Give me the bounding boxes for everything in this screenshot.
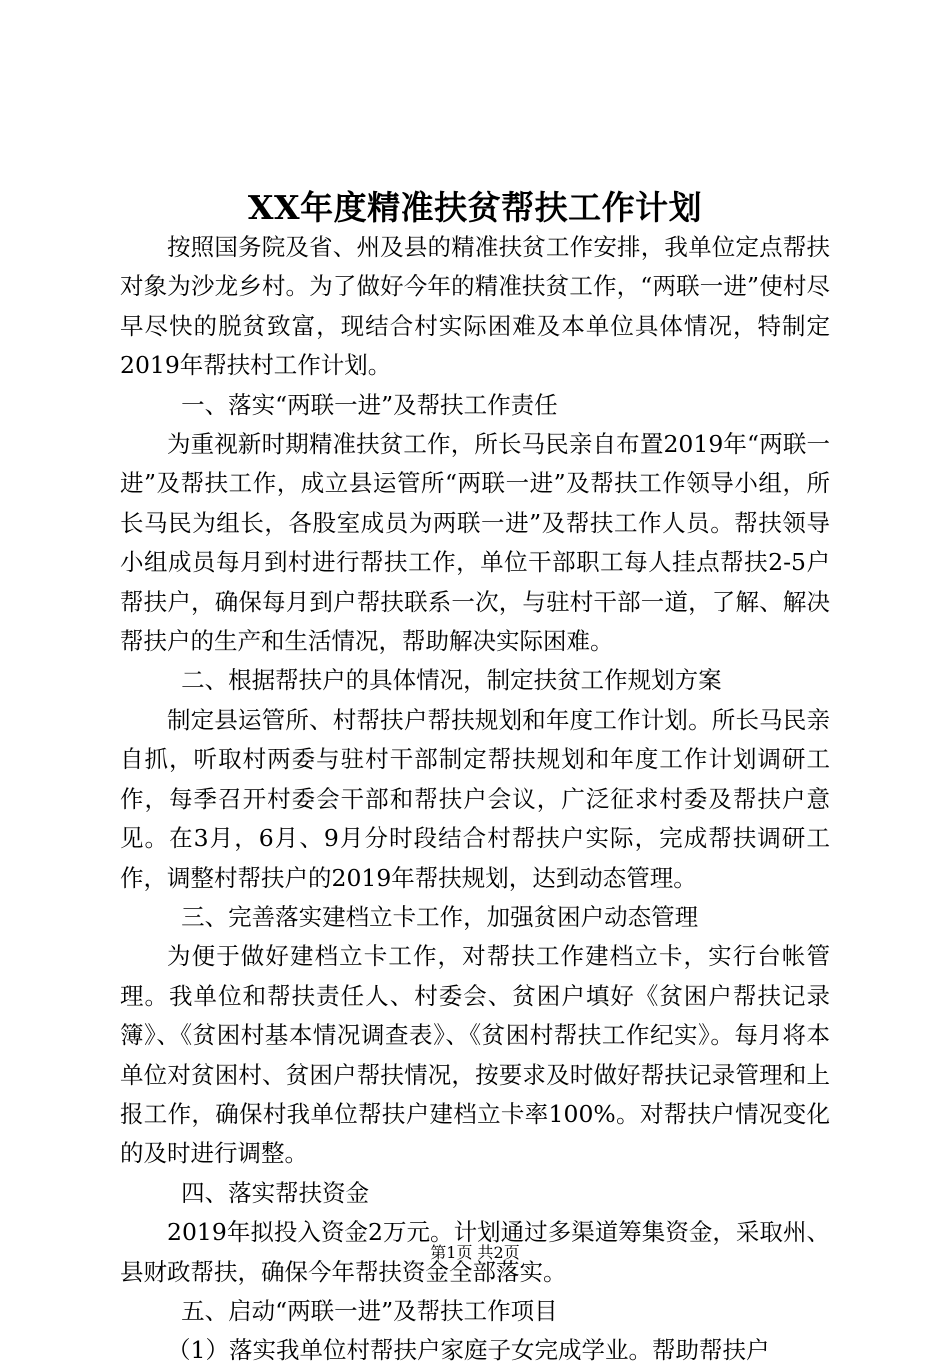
- paragraph-section-4: 2019年拟投入资金2万元。计划通过多渠道筹集资金，采取州、县财政帮扶，确保今年帮扶资金全部落实。: [120, 1218, 830, 1286]
- paragraph-section-1: 为重视新时期精准扶贫工作，所长马民亲自布置2019年“两联一进”及帮扶工作，成立县运管所“两联一进”及帮扶工作领导小组，所长马民为组长，各股室成员为两联一进”及帮扶工作人员。帮扶领导小组成员每月到村进行帮扶工作，单位干部职工每人挂点帮扶2-5户帮扶户，确保每月到户帮扶联系一次，与驻村干部一道，了解、解决帮扶户的生产和生活情况，帮助解决实际困难。: [120, 430, 830, 656]
- section-heading-2: 二、根据帮扶户的具体情况，制定扶贫工作规划方案: [181, 666, 722, 695]
- paragraph-section-2: 制定县运管所、村帮扶户帮扶规划和年度工作计划。所长马民亲自抓，听取村两委与驻村干部制定帮扶规划和年度工作计划调研工作，每季召开村委会干部和帮扶户会议，广泛征求村委及帮扶户意见。在3月，6月、9月分时段结合村帮扶户实际，完成帮扶调研工作，调整村帮扶户的2019年帮扶规划，达到动态管理。: [120, 705, 830, 892]
- section-heading-5: 五、启动“两联一进”及帮扶工作项目: [181, 1296, 558, 1325]
- document-body: [120, 228, 830, 1371]
- document-title: XX年度精准扶贫帮扶工作计划: [247, 188, 703, 227]
- page-footer: 第1页 共2页: [430, 1243, 520, 1262]
- paragraph-intro: 按照国务院及省、州及县的精准扶贫工作安排，我单位定点帮扶对象为沙龙乡村。为了做好今年的精准扶贫工作，“两联一进”使村尽早尽快的脱贫致富，现结合村实际困难及本单位具体情况，特制定2019年帮扶村工作计划。: [120, 233, 830, 380]
- section-heading-3: 三、完善落实建档立卡工作，加强贫困户动态管理: [181, 902, 699, 931]
- section-heading-1: 一、落实“两联一进”及帮扶工作责任: [181, 390, 558, 419]
- paragraph-section-5: （1）落实我单位村帮扶户家庭子女完成学业。帮助帮扶户: [167, 1336, 770, 1365]
- paragraph-section-3: 为便于做好建档立卡工作，对帮扶工作建档立卡，实行台帐管理。我单位和帮扶责任人、村委会、贫困户填好《贫困户帮扶记录簿》、《贫困村基本情况调查表》、《贫困村帮扶工作纪实》。每月将本单位对贫困村、贫困户帮扶情况，按要求及时做好帮扶记录管理和上报工作，确保村我单位帮扶户建档立卡率100%。对帮扶户情况变化的及时进行调整。: [120, 942, 830, 1168]
- section-heading-4: 四、落实帮扶资金: [181, 1178, 370, 1207]
